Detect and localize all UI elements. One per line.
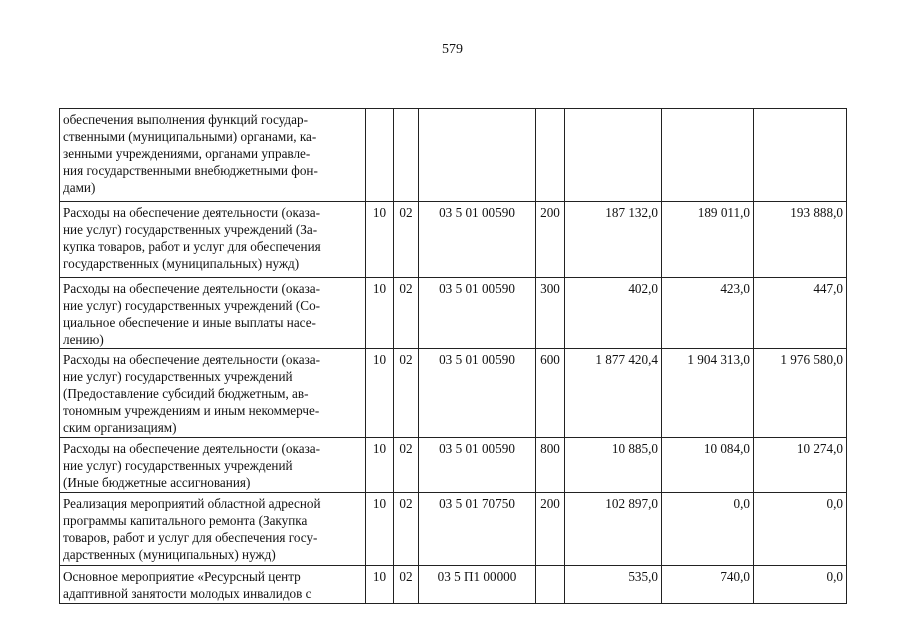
subsection-code: 02 bbox=[394, 202, 419, 278]
expense-type-code bbox=[536, 109, 565, 202]
description-line: товаров, работ и услуг для обеспечения госу- bbox=[63, 530, 318, 545]
expense-type-code bbox=[536, 566, 565, 604]
amount-year-1: 1 877 420,4 bbox=[565, 349, 662, 438]
description-line: (Предоставление субсидий бюджетным, ав- bbox=[63, 386, 309, 401]
table-row bbox=[60, 493, 847, 566]
amount-year-1: 102 897,0 bbox=[565, 493, 662, 566]
row-description bbox=[60, 566, 366, 604]
section-code: 10 bbox=[366, 278, 394, 349]
expense-type-code: 600 bbox=[536, 349, 565, 438]
expense-type-code: 300 bbox=[536, 278, 565, 349]
amount-year-3: 0,0 bbox=[754, 493, 847, 566]
page-number: 579 bbox=[442, 42, 463, 57]
description-line: ние услуг) государственных учреждений (Со- bbox=[63, 298, 321, 313]
description-line: Основное мероприятие «Ресурсный центр bbox=[63, 569, 301, 584]
subsection-code: 02 bbox=[394, 566, 419, 604]
amount-year-2: 740,0 bbox=[662, 566, 754, 604]
amount-year-1 bbox=[565, 109, 662, 202]
description-line: ние услуг) государственных учреждений bbox=[63, 369, 293, 384]
description-line: Расходы на обеспечение деятельности (оказа- bbox=[63, 441, 321, 456]
amount-year-3: 0,0 bbox=[754, 566, 847, 604]
amount-year-2: 1 904 313,0 bbox=[662, 349, 754, 438]
expense-type-code: 200 bbox=[536, 493, 565, 566]
row-description bbox=[60, 278, 366, 349]
description-line: лению) bbox=[63, 332, 104, 347]
table-row bbox=[60, 202, 847, 278]
description-line: ние услуг) государственных учреждений (За- bbox=[63, 222, 318, 237]
budget-table bbox=[59, 108, 847, 604]
subsection-code bbox=[394, 109, 419, 202]
section-code: 10 bbox=[366, 349, 394, 438]
section-code: 10 bbox=[366, 566, 394, 604]
row-description bbox=[60, 493, 366, 566]
description-line: Расходы на обеспечение деятельности (оказа- bbox=[63, 281, 321, 296]
amount-year-3: 1 976 580,0 bbox=[754, 349, 847, 438]
target-article-code: 03 5 01 70750 bbox=[419, 493, 536, 566]
section-code bbox=[366, 109, 394, 202]
subsection-code: 02 bbox=[394, 493, 419, 566]
description-line: Расходы на обеспечение деятельности (оказа- bbox=[63, 205, 321, 220]
amount-year-2: 0,0 bbox=[662, 493, 754, 566]
description-line: тономным учреждениям и иным некоммерче- bbox=[63, 403, 320, 418]
description-line: Расходы на обеспечение деятельности (оказа- bbox=[63, 352, 321, 367]
row-description bbox=[60, 438, 366, 493]
section-code: 10 bbox=[366, 493, 394, 566]
target-article-code: 03 5 01 00590 bbox=[419, 438, 536, 493]
expense-type-code: 800 bbox=[536, 438, 565, 493]
description-line: ским организациям) bbox=[63, 420, 177, 435]
section-code: 10 bbox=[366, 202, 394, 278]
amount-year-2: 10 084,0 bbox=[662, 438, 754, 493]
description-line: купка товаров, работ и услуг для обеспечения bbox=[63, 239, 321, 254]
amount-year-1: 187 132,0 bbox=[565, 202, 662, 278]
amount-year-2: 189 011,0 bbox=[662, 202, 754, 278]
description-line: ственными (муниципальными) органами, ка- bbox=[63, 129, 317, 144]
description-line: обеспечения выполнения функций государ- bbox=[63, 112, 308, 127]
target-article-code: 03 5 01 00590 bbox=[419, 202, 536, 278]
subsection-code: 02 bbox=[394, 349, 419, 438]
target-article-code bbox=[419, 109, 536, 202]
row-description bbox=[60, 202, 366, 278]
amount-year-1: 402,0 bbox=[565, 278, 662, 349]
amount-year-3: 10 274,0 bbox=[754, 438, 847, 493]
description-line: ния государственными внебюджетными фон- bbox=[63, 163, 318, 178]
target-article-code: 03 5 01 00590 bbox=[419, 349, 536, 438]
amount-year-3: 193 888,0 bbox=[754, 202, 847, 278]
description-line: Реализация мероприятий областной адресной bbox=[63, 496, 321, 511]
amount-year-1: 10 885,0 bbox=[565, 438, 662, 493]
table-row bbox=[60, 438, 847, 493]
amount-year-3: 447,0 bbox=[754, 278, 847, 349]
row-description bbox=[60, 349, 366, 438]
table-row bbox=[60, 566, 847, 604]
description-line: государственных (муниципальных) нужд) bbox=[63, 256, 300, 271]
amount-year-2: 423,0 bbox=[662, 278, 754, 349]
target-article-code: 03 5 П1 00000 bbox=[419, 566, 536, 604]
table-row bbox=[60, 278, 847, 349]
description-line: ние услуг) государственных учреждений bbox=[63, 458, 293, 473]
expense-type-code: 200 bbox=[536, 202, 565, 278]
description-line: программы капитального ремонта (Закупка bbox=[63, 513, 308, 528]
description-line: зенными учреждениями, органами управле- bbox=[63, 146, 311, 161]
subsection-code: 02 bbox=[394, 278, 419, 349]
description-line: циальное обеспечение и иные выплаты насе- bbox=[63, 315, 316, 330]
section-code: 10 bbox=[366, 438, 394, 493]
description-line: дами) bbox=[63, 180, 96, 195]
amount-year-3 bbox=[754, 109, 847, 202]
table-row bbox=[60, 349, 847, 438]
row-description bbox=[60, 109, 366, 202]
description-line: адаптивной занятости молодых инвалидов с bbox=[63, 586, 312, 601]
description-line: (Иные бюджетные ассигнования) bbox=[63, 475, 251, 490]
amount-year-1: 535,0 bbox=[565, 566, 662, 604]
target-article-code: 03 5 01 00590 bbox=[419, 278, 536, 349]
table-row bbox=[60, 109, 847, 202]
amount-year-2 bbox=[662, 109, 754, 202]
description-line: дарственных (муниципальных) нужд) bbox=[63, 547, 276, 562]
subsection-code: 02 bbox=[394, 438, 419, 493]
